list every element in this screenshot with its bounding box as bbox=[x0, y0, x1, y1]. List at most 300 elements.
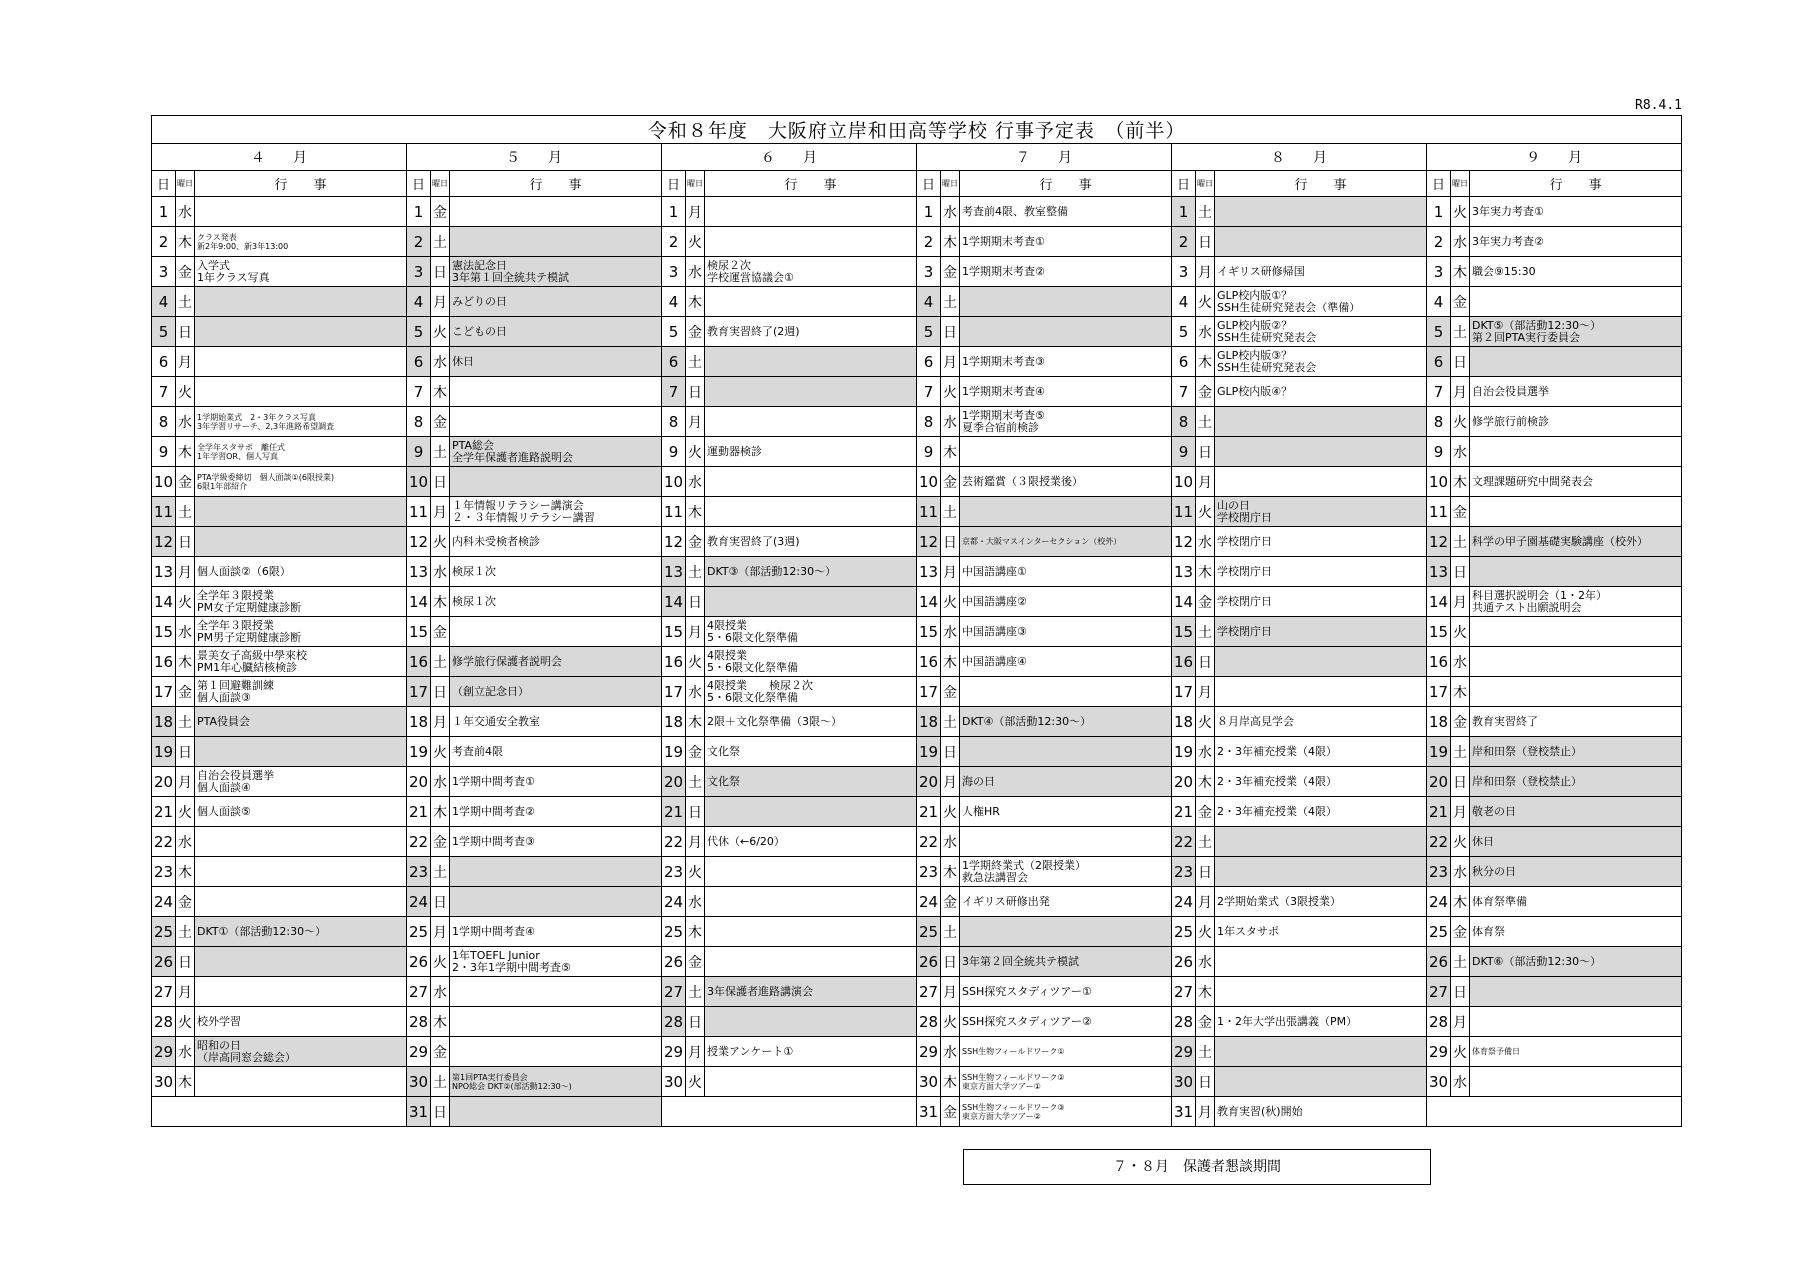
weekday-cell: 金 bbox=[1196, 587, 1215, 617]
event-cell: 体育祭準備 bbox=[1470, 887, 1682, 917]
day-number: 5 bbox=[407, 317, 431, 347]
event-cell: 校外学習 bbox=[195, 1007, 407, 1037]
event-cell bbox=[1470, 497, 1682, 527]
weekday-cell: 土 bbox=[941, 287, 960, 317]
weekday-cell: 火 bbox=[431, 527, 450, 557]
event-cell: 学校閉庁日 bbox=[1215, 557, 1427, 587]
weekday-cell: 土 bbox=[1451, 947, 1470, 977]
event-cell bbox=[960, 827, 1172, 857]
weekday-cell: 水 bbox=[176, 827, 195, 857]
day-number: 1 bbox=[1427, 197, 1451, 227]
weekday-cell: 土 bbox=[431, 647, 450, 677]
day-number: 25 bbox=[1172, 917, 1196, 947]
day-number: 13 bbox=[1172, 557, 1196, 587]
event-cell bbox=[195, 827, 407, 857]
weekday-cell: 土 bbox=[686, 557, 705, 587]
weekday-cell: 日 bbox=[1196, 647, 1215, 677]
day-column-header: 日 bbox=[1172, 171, 1196, 197]
event-cell: 1学期期末考査① bbox=[960, 227, 1172, 257]
weekday-cell: 日 bbox=[686, 587, 705, 617]
event-cell bbox=[705, 1067, 917, 1097]
day-number: 26 bbox=[407, 947, 431, 977]
event-cell: 2限＋文化祭準備（3限～） bbox=[705, 707, 917, 737]
event-cell: PTA学級委締切 個人面談①(6限授業) 6限1年部紹介 bbox=[195, 467, 407, 497]
day-number: 19 bbox=[917, 737, 941, 767]
event-cell: 人権HR bbox=[960, 797, 1172, 827]
day-number: 28 bbox=[407, 1007, 431, 1037]
weekday-cell: 土 bbox=[686, 347, 705, 377]
day-number: 21 bbox=[662, 797, 686, 827]
weekday-cell: 木 bbox=[686, 497, 705, 527]
day-number: 31 bbox=[917, 1097, 941, 1127]
day-number: 16 bbox=[407, 647, 431, 677]
weekday-cell: 土 bbox=[941, 917, 960, 947]
event-cell: 敬老の日 bbox=[1470, 797, 1682, 827]
weekday-cell: 火 bbox=[176, 1007, 195, 1037]
event-cell bbox=[450, 407, 662, 437]
day-number: 4 bbox=[407, 287, 431, 317]
event-cell bbox=[705, 497, 917, 527]
day-number: 22 bbox=[662, 827, 686, 857]
day-number: 6 bbox=[407, 347, 431, 377]
weekday-cell: 日 bbox=[1451, 347, 1470, 377]
weekday-cell: 火 bbox=[1196, 917, 1215, 947]
event-cell: SSH探究スタディツアー① bbox=[960, 977, 1172, 1007]
weekday-cell: 日 bbox=[176, 527, 195, 557]
day-number: 2 bbox=[662, 227, 686, 257]
event-cell bbox=[1470, 617, 1682, 647]
event-cell: 第１回避難訓練 個人面談③ bbox=[195, 677, 407, 707]
page-title: 令和８年度 大阪府立岸和田高等学校 行事予定表 （前半） bbox=[152, 116, 1682, 144]
day-number: 18 bbox=[152, 707, 176, 737]
event-cell bbox=[450, 467, 662, 497]
event-cell: GLP校内版②？ SSH生徒研究発表会 bbox=[1215, 317, 1427, 347]
weekday-cell: 金 bbox=[431, 407, 450, 437]
weekday-cell: 金 bbox=[431, 827, 450, 857]
event-cell bbox=[705, 227, 917, 257]
event-cell: 休日 bbox=[450, 347, 662, 377]
day-number: 19 bbox=[407, 737, 431, 767]
month-header: ８ 月 bbox=[1172, 144, 1427, 171]
day-column-header: 日 bbox=[662, 171, 686, 197]
day-number: 13 bbox=[152, 557, 176, 587]
day-number: 15 bbox=[407, 617, 431, 647]
day-number: 17 bbox=[152, 677, 176, 707]
event-cell bbox=[195, 977, 407, 1007]
weekday-cell: 水 bbox=[941, 407, 960, 437]
event-cell: 1学期中間考査② bbox=[450, 797, 662, 827]
weekday-cell: 日 bbox=[686, 797, 705, 827]
event-cell: 学校閉庁日 bbox=[1215, 617, 1427, 647]
event-cell: 個人面談②（6限） bbox=[195, 557, 407, 587]
table-row bbox=[152, 467, 1682, 497]
event-cell bbox=[705, 587, 917, 617]
day-number: 5 bbox=[1427, 317, 1451, 347]
weekday-cell: 金 bbox=[941, 677, 960, 707]
weekday-cell: 金 bbox=[1451, 707, 1470, 737]
weekday-cell: 火 bbox=[431, 317, 450, 347]
day-number: 18 bbox=[407, 707, 431, 737]
day-number: 23 bbox=[1172, 857, 1196, 887]
event-cell bbox=[960, 497, 1172, 527]
weekday-cell: 日 bbox=[1196, 1067, 1215, 1097]
event-cell: 全学年スタサポ 離任式 1年学習OR、個人写真 bbox=[195, 437, 407, 467]
day-number: 11 bbox=[917, 497, 941, 527]
day-column-header: 日 bbox=[1427, 171, 1451, 197]
event-cell: DKT④（部活動12:30～） bbox=[960, 707, 1172, 737]
day-number: 13 bbox=[917, 557, 941, 587]
table-row bbox=[152, 917, 1682, 947]
day-number: 26 bbox=[1172, 947, 1196, 977]
day-number: 29 bbox=[407, 1037, 431, 1067]
event-cell: 3年実力考査② bbox=[1470, 227, 1682, 257]
event-cell: 学校閉庁日 bbox=[1215, 587, 1427, 617]
day-number: 22 bbox=[917, 827, 941, 857]
day-number: 5 bbox=[1172, 317, 1196, 347]
event-cell bbox=[960, 317, 1172, 347]
day-number: 11 bbox=[662, 497, 686, 527]
day-number: 23 bbox=[662, 857, 686, 887]
weekday-cell: 金 bbox=[1451, 497, 1470, 527]
day-number: 23 bbox=[152, 857, 176, 887]
day-number: 22 bbox=[1427, 827, 1451, 857]
weekday-cell: 日 bbox=[176, 737, 195, 767]
event-cell bbox=[195, 1067, 407, 1097]
event-cell bbox=[705, 347, 917, 377]
event-cell bbox=[705, 1007, 917, 1037]
weekday-cell: 火 bbox=[686, 647, 705, 677]
weekday-cell: 火 bbox=[1196, 707, 1215, 737]
table-row bbox=[152, 947, 1682, 977]
event-cell: DKT⑤（部活動12:30～） 第２回PTA実行委員会 bbox=[1470, 317, 1682, 347]
day-number: 21 bbox=[917, 797, 941, 827]
day-number: 8 bbox=[917, 407, 941, 437]
event-cell: 3年実力考査① bbox=[1470, 197, 1682, 227]
event-cell: （創立記念日） bbox=[450, 677, 662, 707]
day-number: 25 bbox=[917, 917, 941, 947]
day-number: 6 bbox=[662, 347, 686, 377]
weekday-cell: 月 bbox=[686, 827, 705, 857]
weekday-cell: 火 bbox=[686, 857, 705, 887]
table-row bbox=[152, 767, 1682, 797]
weekday-cell: 月 bbox=[1451, 377, 1470, 407]
event-cell: 自治会役員選挙 個人面談④ bbox=[195, 767, 407, 797]
day-number: 8 bbox=[407, 407, 431, 437]
event-column-header: 行 事 bbox=[195, 171, 407, 197]
day-number: 14 bbox=[1172, 587, 1196, 617]
event-cell bbox=[195, 737, 407, 767]
weekday-cell: 月 bbox=[941, 977, 960, 1007]
event-cell bbox=[960, 917, 1172, 947]
day-column-header: 日 bbox=[917, 171, 941, 197]
day-number: 7 bbox=[917, 377, 941, 407]
day-number: 20 bbox=[917, 767, 941, 797]
event-cell: 2・3年補充授業（4限） bbox=[1215, 767, 1427, 797]
day-number: 28 bbox=[1427, 1007, 1451, 1037]
table-row bbox=[152, 347, 1682, 377]
event-cell bbox=[960, 737, 1172, 767]
event-cell bbox=[705, 797, 917, 827]
event-cell bbox=[450, 1007, 662, 1037]
day-number: 26 bbox=[1427, 947, 1451, 977]
table-row bbox=[152, 587, 1682, 617]
day-number: 29 bbox=[662, 1037, 686, 1067]
event-cell: 中国語講座③ bbox=[960, 617, 1172, 647]
day-number: 22 bbox=[1172, 827, 1196, 857]
day-number: 29 bbox=[152, 1037, 176, 1067]
day-number: 1 bbox=[1172, 197, 1196, 227]
event-cell bbox=[1470, 977, 1682, 1007]
table-row bbox=[152, 557, 1682, 587]
day-number: 16 bbox=[1172, 647, 1196, 677]
table-row bbox=[152, 797, 1682, 827]
weekday-column-header: 曜日 bbox=[686, 171, 705, 197]
weekday-cell: 日 bbox=[431, 467, 450, 497]
weekday-cell: 木 bbox=[1196, 347, 1215, 377]
event-cell: 4限授業 5・6限文化祭準備 bbox=[705, 617, 917, 647]
day-number: 30 bbox=[152, 1067, 176, 1097]
day-number: 25 bbox=[407, 917, 431, 947]
event-cell: 検尿２次 学校運営協議会① bbox=[705, 257, 917, 287]
day-number: 28 bbox=[917, 1007, 941, 1037]
weekday-cell: 金 bbox=[686, 527, 705, 557]
weekday-cell: 月 bbox=[1196, 887, 1215, 917]
event-cell: 中国語講座① bbox=[960, 557, 1172, 587]
event-cell bbox=[450, 1037, 662, 1067]
weekday-cell: 火 bbox=[686, 437, 705, 467]
empty-cell bbox=[662, 1097, 917, 1127]
day-number: 10 bbox=[407, 467, 431, 497]
day-number: 15 bbox=[1172, 617, 1196, 647]
weekday-cell: 水 bbox=[686, 887, 705, 917]
table-row bbox=[152, 827, 1682, 857]
weekday-cell: 水 bbox=[941, 197, 960, 227]
day-number: 7 bbox=[407, 377, 431, 407]
weekday-cell: 土 bbox=[1451, 737, 1470, 767]
event-cell: 山の日 学校閉庁日 bbox=[1215, 497, 1427, 527]
weekday-cell: 木 bbox=[431, 587, 450, 617]
weekday-cell: 月 bbox=[1196, 677, 1215, 707]
weekday-cell: 日 bbox=[941, 527, 960, 557]
table-row bbox=[152, 887, 1682, 917]
day-number: 18 bbox=[917, 707, 941, 737]
day-number: 9 bbox=[1427, 437, 1451, 467]
weekday-cell: 日 bbox=[941, 317, 960, 347]
day-number: 10 bbox=[662, 467, 686, 497]
revision-label: R8.4.1 bbox=[1635, 98, 1682, 113]
weekday-cell: 木 bbox=[431, 797, 450, 827]
weekday-cell: 土 bbox=[176, 287, 195, 317]
event-cell: GLP校内版③？ SSH生徒研究発表会 bbox=[1215, 347, 1427, 377]
day-number: 4 bbox=[1427, 287, 1451, 317]
day-number: 10 bbox=[152, 467, 176, 497]
event-column-header: 行 事 bbox=[960, 171, 1172, 197]
event-cell: 科学の甲子園基礎実験講座（校外） bbox=[1470, 527, 1682, 557]
day-number: 19 bbox=[662, 737, 686, 767]
event-cell: 1学期期末考査③ bbox=[960, 347, 1172, 377]
day-number: 25 bbox=[662, 917, 686, 947]
event-cell bbox=[450, 377, 662, 407]
weekday-cell: 月 bbox=[431, 497, 450, 527]
weekday-cell: 水 bbox=[1451, 1067, 1470, 1097]
event-cell bbox=[1215, 197, 1427, 227]
weekday-cell: 月 bbox=[176, 347, 195, 377]
day-number: 13 bbox=[662, 557, 686, 587]
event-cell bbox=[450, 1097, 662, 1127]
table-row bbox=[152, 527, 1682, 557]
day-number: 20 bbox=[662, 767, 686, 797]
event-cell bbox=[450, 227, 662, 257]
day-number: 27 bbox=[1427, 977, 1451, 1007]
weekday-cell: 月 bbox=[1451, 797, 1470, 827]
day-number: 28 bbox=[1172, 1007, 1196, 1037]
event-cell bbox=[960, 287, 1172, 317]
event-cell: 2・3年補充授業（4限） bbox=[1215, 797, 1427, 827]
event-cell: 1学期始業式 2・3年クラス写真 3年学習リサーチ、2,3年進路希望調査 bbox=[195, 407, 407, 437]
day-number: 3 bbox=[1427, 257, 1451, 287]
weekday-cell: 水 bbox=[1196, 317, 1215, 347]
day-number: 16 bbox=[152, 647, 176, 677]
event-cell: 2・3年補充授業（4限） bbox=[1215, 737, 1427, 767]
day-number: 25 bbox=[152, 917, 176, 947]
day-number: 26 bbox=[662, 947, 686, 977]
event-cell: 秋分の日 bbox=[1470, 857, 1682, 887]
weekday-cell: 水 bbox=[941, 1037, 960, 1067]
event-cell bbox=[705, 857, 917, 887]
day-number: 28 bbox=[662, 1007, 686, 1037]
event-cell: 代休（←6/20） bbox=[705, 827, 917, 857]
day-number: 20 bbox=[1172, 767, 1196, 797]
event-cell bbox=[450, 197, 662, 227]
day-number: 17 bbox=[917, 677, 941, 707]
day-number: 27 bbox=[1172, 977, 1196, 1007]
event-cell bbox=[960, 437, 1172, 467]
day-number: 27 bbox=[917, 977, 941, 1007]
weekday-cell: 水 bbox=[176, 1037, 195, 1067]
weekday-cell: 月 bbox=[431, 917, 450, 947]
event-cell: 1年スタサポ bbox=[1215, 917, 1427, 947]
event-cell: DKT③（部活動12:30～） bbox=[705, 557, 917, 587]
event-cell bbox=[1215, 677, 1427, 707]
event-cell: 4限授業 5・6限文化祭準備 bbox=[705, 647, 917, 677]
day-number: 8 bbox=[152, 407, 176, 437]
event-cell bbox=[1215, 827, 1427, 857]
table-row bbox=[152, 647, 1682, 677]
day-number: 17 bbox=[407, 677, 431, 707]
day-number: 27 bbox=[152, 977, 176, 1007]
day-number: 12 bbox=[152, 527, 176, 557]
month-header: ９ 月 bbox=[1427, 144, 1682, 171]
weekday-cell: 土 bbox=[431, 437, 450, 467]
weekday-cell: 火 bbox=[941, 587, 960, 617]
weekday-cell: 月 bbox=[941, 347, 960, 377]
weekday-cell: 土 bbox=[1196, 407, 1215, 437]
day-number: 13 bbox=[1427, 557, 1451, 587]
event-cell bbox=[195, 377, 407, 407]
event-cell: 1学期中間考査④ bbox=[450, 917, 662, 947]
day-number: 15 bbox=[662, 617, 686, 647]
empty-cell bbox=[1427, 1097, 1682, 1127]
weekday-cell: 水 bbox=[176, 617, 195, 647]
weekday-cell: 日 bbox=[431, 1097, 450, 1127]
event-cell: SSH生物フィールドワーク② 東京方面大学ツアー① bbox=[960, 1067, 1172, 1097]
weekday-cell: 木 bbox=[176, 1067, 195, 1097]
event-cell bbox=[1215, 1067, 1427, 1097]
weekday-column-header: 曜日 bbox=[1451, 171, 1470, 197]
event-cell: クラス発表 新2年9:00、新3年13:00 bbox=[195, 227, 407, 257]
event-cell: PTA総会 全学年保護者進路説明会 bbox=[450, 437, 662, 467]
day-number: 10 bbox=[917, 467, 941, 497]
day-number: 19 bbox=[1172, 737, 1196, 767]
event-cell: 入学式 1年クラス写真 bbox=[195, 257, 407, 287]
day-number: 28 bbox=[152, 1007, 176, 1037]
weekday-column-header: 曜日 bbox=[941, 171, 960, 197]
month-header: ７ 月 bbox=[917, 144, 1172, 171]
weekday-cell: 日 bbox=[686, 1007, 705, 1037]
weekday-cell: 金 bbox=[1196, 797, 1215, 827]
weekday-cell: 金 bbox=[431, 617, 450, 647]
event-cell: こどもの日 bbox=[450, 317, 662, 347]
table-row bbox=[152, 407, 1682, 437]
weekday-cell: 木 bbox=[686, 287, 705, 317]
event-cell bbox=[450, 857, 662, 887]
weekday-cell: 月 bbox=[686, 407, 705, 437]
event-cell: 岸和田祭（登校禁止） bbox=[1470, 737, 1682, 767]
event-cell: SSH生物フィールドワーク① bbox=[960, 1037, 1172, 1067]
weekday-cell: 火 bbox=[1196, 497, 1215, 527]
weekday-cell: 木 bbox=[686, 707, 705, 737]
day-number: 7 bbox=[1172, 377, 1196, 407]
day-number: 9 bbox=[662, 437, 686, 467]
day-number: 7 bbox=[152, 377, 176, 407]
day-number: 25 bbox=[1427, 917, 1451, 947]
day-number: 21 bbox=[407, 797, 431, 827]
weekday-cell: 火 bbox=[431, 737, 450, 767]
weekday-cell: 木 bbox=[176, 437, 195, 467]
weekday-cell: 木 bbox=[1196, 557, 1215, 587]
day-number: 15 bbox=[1427, 617, 1451, 647]
event-cell bbox=[960, 677, 1172, 707]
weekday-cell: 金 bbox=[176, 887, 195, 917]
event-cell: SSH探究スタディツアー② bbox=[960, 1007, 1172, 1037]
table-row bbox=[152, 227, 1682, 257]
day-number: 16 bbox=[1427, 647, 1451, 677]
event-cell: 考査前4限 bbox=[450, 737, 662, 767]
weekday-cell: 月 bbox=[1196, 1097, 1215, 1127]
event-cell bbox=[195, 287, 407, 317]
weekday-cell: 土 bbox=[686, 767, 705, 797]
event-cell: イギリス研修帰国 bbox=[1215, 257, 1427, 287]
event-cell bbox=[1215, 1037, 1427, 1067]
day-number: 29 bbox=[917, 1037, 941, 1067]
weekday-cell: 月 bbox=[1196, 257, 1215, 287]
event-cell bbox=[705, 197, 917, 227]
day-number: 30 bbox=[1172, 1067, 1196, 1097]
event-cell: 1年TOEFL Junior 2・3年1学期中間考査⑤ bbox=[450, 947, 662, 977]
weekday-cell: 土 bbox=[941, 497, 960, 527]
weekday-cell: 木 bbox=[1196, 767, 1215, 797]
weekday-cell: 火 bbox=[1451, 407, 1470, 437]
event-cell bbox=[195, 947, 407, 977]
weekday-cell: 火 bbox=[176, 587, 195, 617]
day-number: 15 bbox=[917, 617, 941, 647]
day-number: 18 bbox=[1172, 707, 1196, 737]
event-cell: 休日 bbox=[1470, 827, 1682, 857]
event-cell: 内科未受検者検診 bbox=[450, 527, 662, 557]
day-number: 23 bbox=[917, 857, 941, 887]
event-cell: 1学期中間考査① bbox=[450, 767, 662, 797]
event-cell bbox=[1215, 977, 1427, 1007]
